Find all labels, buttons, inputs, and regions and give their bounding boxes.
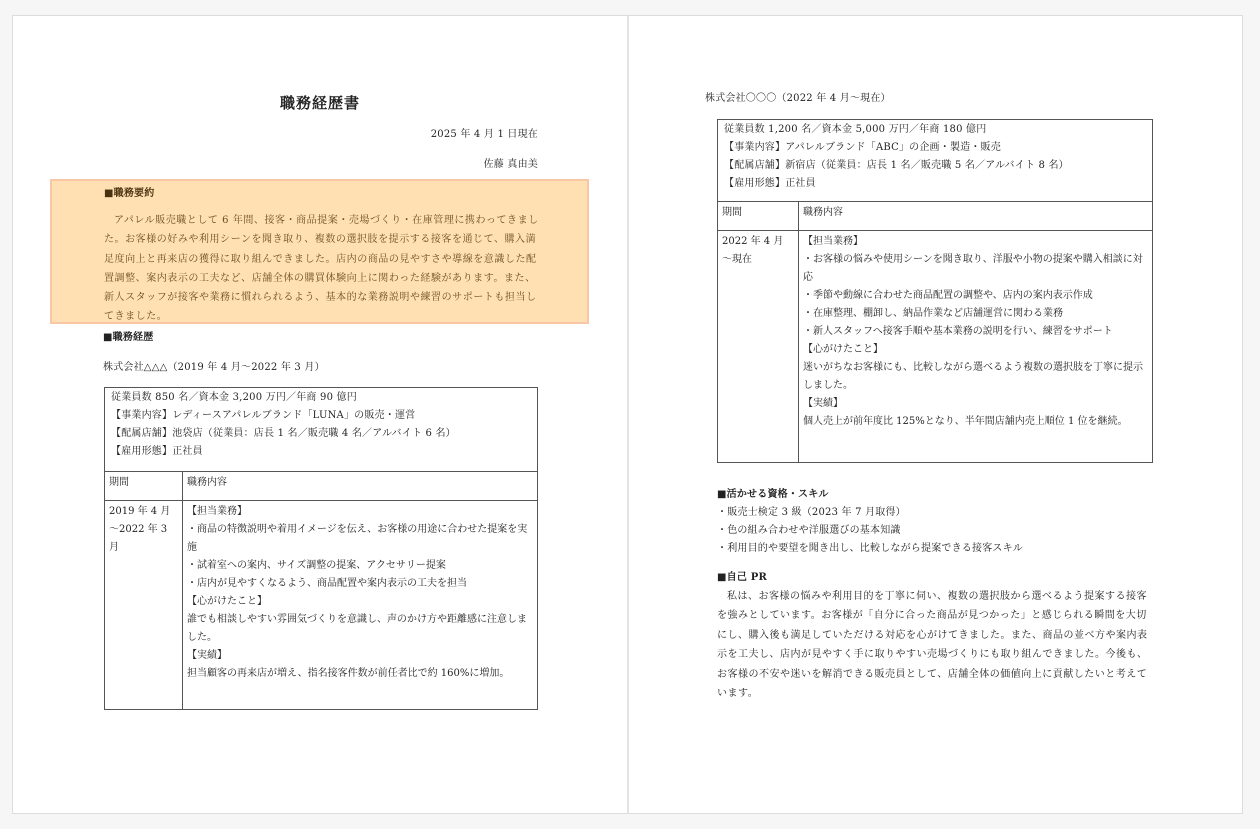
company-1-employment: 【雇用形態】正社員 (111, 446, 203, 457)
responsibility-item: ・在庫整理、棚卸し、納品作業など店舗運営に関わる業務 (803, 308, 1063, 319)
table-row (105, 501, 538, 710)
document-date: 2025 年 4 月 1 日現在 (430, 129, 538, 140)
self-pr-body: 私は、お客様の悩みや利用目的を丁寧に伺い、複数の選択肢から選べるよう提案する接客を強みとしています。お客様が「自分に合った商品が見つかった」と感じられる瞬間を大切にし、購入後も満足していただける対応を心がけてきました。また、商品の並べ方や案内表示を工夫し、店内が見やすく手に取りやすい売場づくりにも取り組んできました。今後も、お客様の不安や迷いを解消できる販売員として、店舗全体の価値向上に貢献したいと考えています。 (717, 591, 1148, 700)
results-heading: 【実績】 (803, 398, 843, 409)
skill-item: ・色の組み合わせや洋服選びの基本知識 (717, 525, 901, 536)
company-1-business: 【事業内容】レディースアパレルブランド「LUNA」の販売・運営 (111, 410, 416, 421)
results-heading: 【実績】 (187, 650, 227, 661)
responsibility-item: ・試着室への案内、サイズ調整の提案、アクセサリー提案 (187, 560, 446, 571)
duties-cell (799, 231, 1153, 463)
period-header: 期間 (105, 472, 183, 501)
company-1-stats: 従業員数 850 名／資本金 3,200 万円／年商 90 億円 (111, 392, 357, 403)
mindset-heading: 【心がけたこと】 (803, 344, 883, 355)
skill-item: ・販売士検定 3 級（2023 年 7 月取得） (717, 507, 906, 518)
company-2-name: 株式会社〇〇〇（2022 年 4 月～現在） (705, 93, 891, 104)
skills-heading: ■活かせる資格・スキル (717, 489, 829, 500)
self-pr-heading: ■自己 PR (717, 572, 767, 583)
responsibilities-heading: 【担当業務】 (187, 506, 247, 517)
page-2 (629, 16, 1244, 813)
duties-header: 職務内容 (799, 202, 1153, 231)
responsibility-item: ・お客様の悩みや使用シーンを聞き取り、洋服や小物の提案や購入相談に対応 (803, 254, 1143, 283)
responsibility-item: ・新人スタッフへ接客手順や基本業務の説明を行い、練習をサポート (803, 326, 1113, 337)
page-title: 職務経歴書 (279, 94, 360, 112)
period-cell: 2022 年 4 月 ～現在 (718, 231, 799, 463)
responsibility-item: ・季節や動線に合わせた商品配置の調整や、店内の案内表示作成 (803, 290, 1093, 301)
mindset-heading: 【心がけたこと】 (187, 596, 267, 607)
company-2-business: 【事業内容】アパレルブランド「ABC」の企画・製造・販売 (724, 142, 1001, 153)
results-text: 個人売上が前年度比 125%となり、半年間店舗内売上順位 1 位を継続。 (803, 416, 1128, 427)
responsibility-item: ・店内が見やすくなるよう、商品配置や案内表示の工夫を担当 (187, 578, 467, 589)
mindset-text: 誰でも相談しやすい雰囲気づくりを意識し、声のかけ方や距離感に注意しました。 (187, 614, 527, 643)
summary-highlight-box (50, 179, 589, 324)
table-row (718, 231, 1153, 463)
skill-item: ・利用目的や要望を聞き出し、比較しながら提案できる接客スキル (717, 543, 1023, 554)
company-1-duty-table (104, 471, 538, 710)
responsibility-item: ・商品の特徴説明や着用イメージを伝え、お客様の用途に合わせた提案を実施 (187, 524, 528, 553)
company-1-info-box (104, 387, 538, 472)
period-cell: 2019 年 4 月 ～2022 年 3 月 (105, 501, 183, 710)
document-spread (12, 15, 1243, 814)
company-2-info-box (717, 119, 1153, 202)
mindset-text: 迷いがちなお客様にも、比較しながら選べるよう複数の選択肢を丁寧に提示しました。 (803, 362, 1143, 391)
skills-list (717, 504, 1023, 558)
results-text: 担当顧客の再来店が増え、指名接客件数が前任者比で約 160%に増加。 (187, 668, 510, 679)
table-header-row (105, 472, 538, 501)
company-1-name: 株式会社△△△（2019 年 4 月～2022 年 3 月） (103, 362, 325, 373)
applicant-name: 佐藤 真由美 (483, 159, 538, 170)
summary-body: アパレル販売職として 6 年間、接客・商品提案・売場づくり・在庫管理に携わってきました。お客様の好みや利用シーンを聞き取り、複数の選択肢を提示する接客を通じて、購入満足度向上と再来店の獲得に取り組んできました。店内の商品の見やすさや導線を意識した配置調整、案内表示の工夫など、店舗全体の購買体験向上に関わった経験があります。また、新人スタッフが接客や業務に慣れられるよう、基本的な業務説明や練習のサポートも担当してきました。 (104, 215, 539, 323)
company-2-employment: 【雇用形態】正社員 (724, 178, 816, 189)
company-1-store: 【配属店舗】池袋店（従業員：店長 1 名／販売職 4 名／アルバイト 6 名） (111, 428, 456, 439)
company-2-store: 【配属店舗】新宿店（従業員：店長 1 名／販売職 5 名／アルバイト 8 名） (724, 160, 1069, 171)
responsibilities-heading: 【担当業務】 (803, 236, 863, 247)
duties-cell (183, 501, 538, 710)
period-header: 期間 (718, 202, 799, 231)
page-1 (13, 16, 627, 813)
duties-header: 職務内容 (183, 472, 538, 501)
company-2-stats: 従業員数 1,200 名／資本金 5,000 万円／年商 180 億円 (724, 124, 987, 135)
table-header-row (718, 202, 1153, 231)
company-2-duty-table (717, 201, 1153, 463)
history-heading: ■職務経歴 (103, 332, 154, 343)
summary-heading: ■職務要約 (104, 188, 155, 199)
